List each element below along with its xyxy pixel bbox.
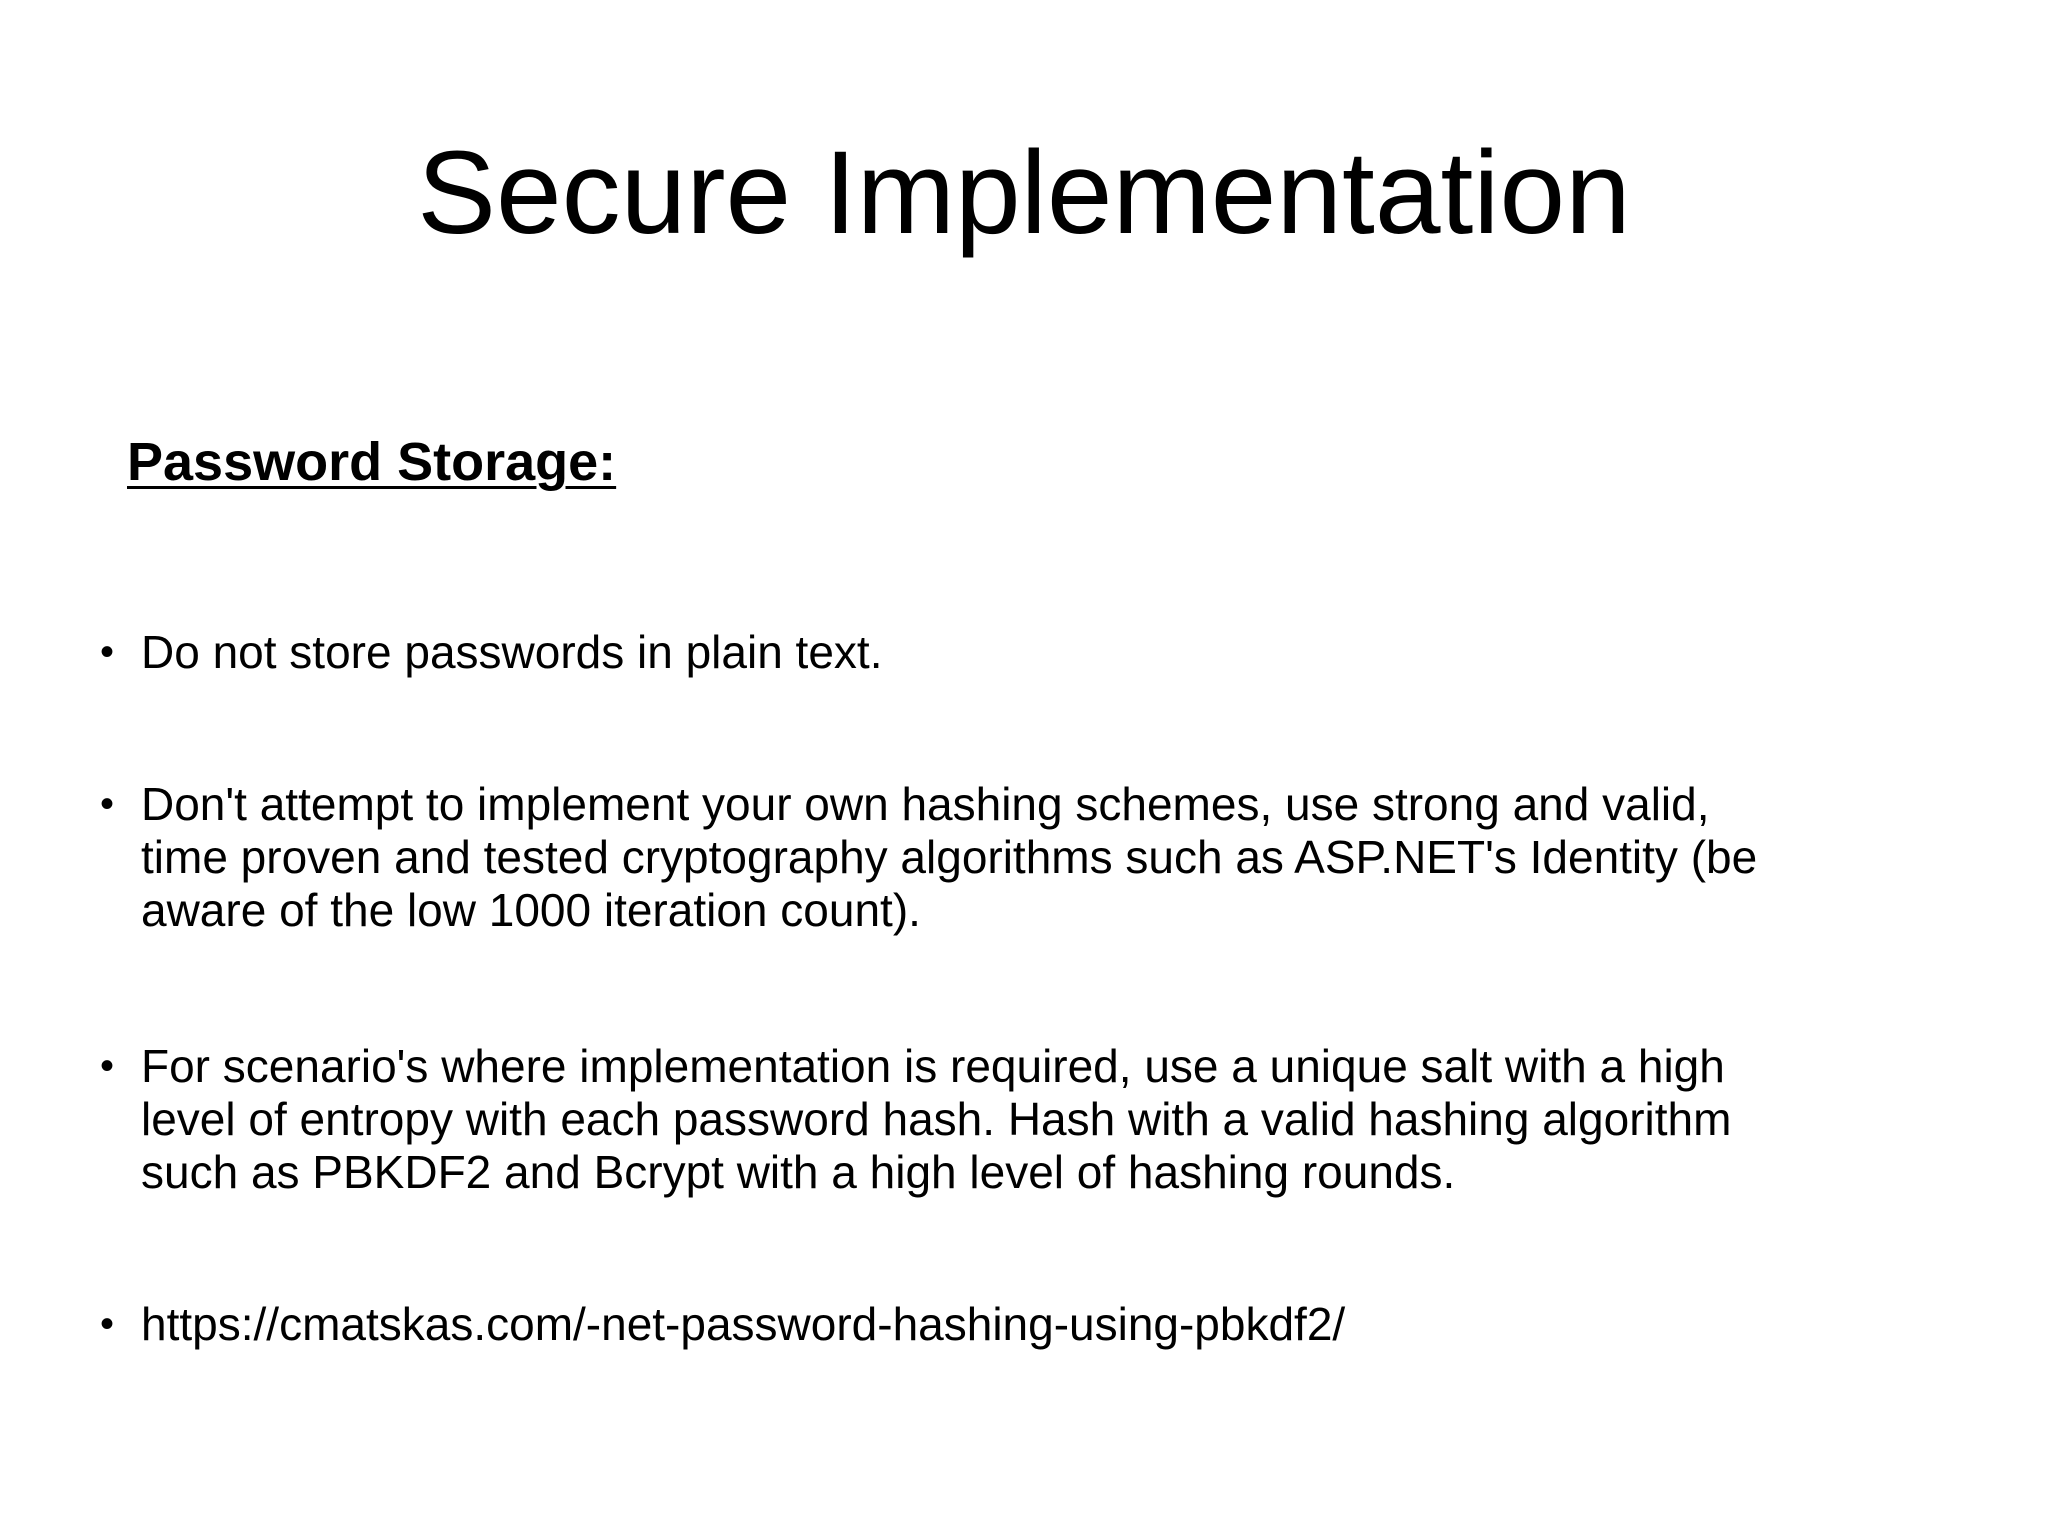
bullet-dot-icon: • [100,1044,115,1088]
bullet-dot-icon: • [100,630,115,674]
bullet-text: Do not store passwords in plain text. [141,626,883,678]
bullet-link-text: https://cmatskas.com/-net-password-hashing-using-pbkdf2/ [141,1298,1346,1350]
bullet-text: For scenario's where implementation is required, use a unique salt with a high level of entropy with each password hash. Hash with a valid hashing algorithm such as PBKDF2 and Bcrypt with a high level of hashing rounds. [141,1040,1732,1198]
bullet-dot-icon: • [100,1302,115,1346]
section-heading: Password Storage: [127,432,617,492]
slide-title: Secure Implementation [417,127,1631,259]
bullet-dot-icon: • [100,782,115,826]
bullet-text: Don't attempt to implement your own hashing schemes, use strong and valid, time proven and tested cryptography algorithms such as ASP.NET's Identity (be aware of the low 1000 iteration count). [141,778,1758,936]
